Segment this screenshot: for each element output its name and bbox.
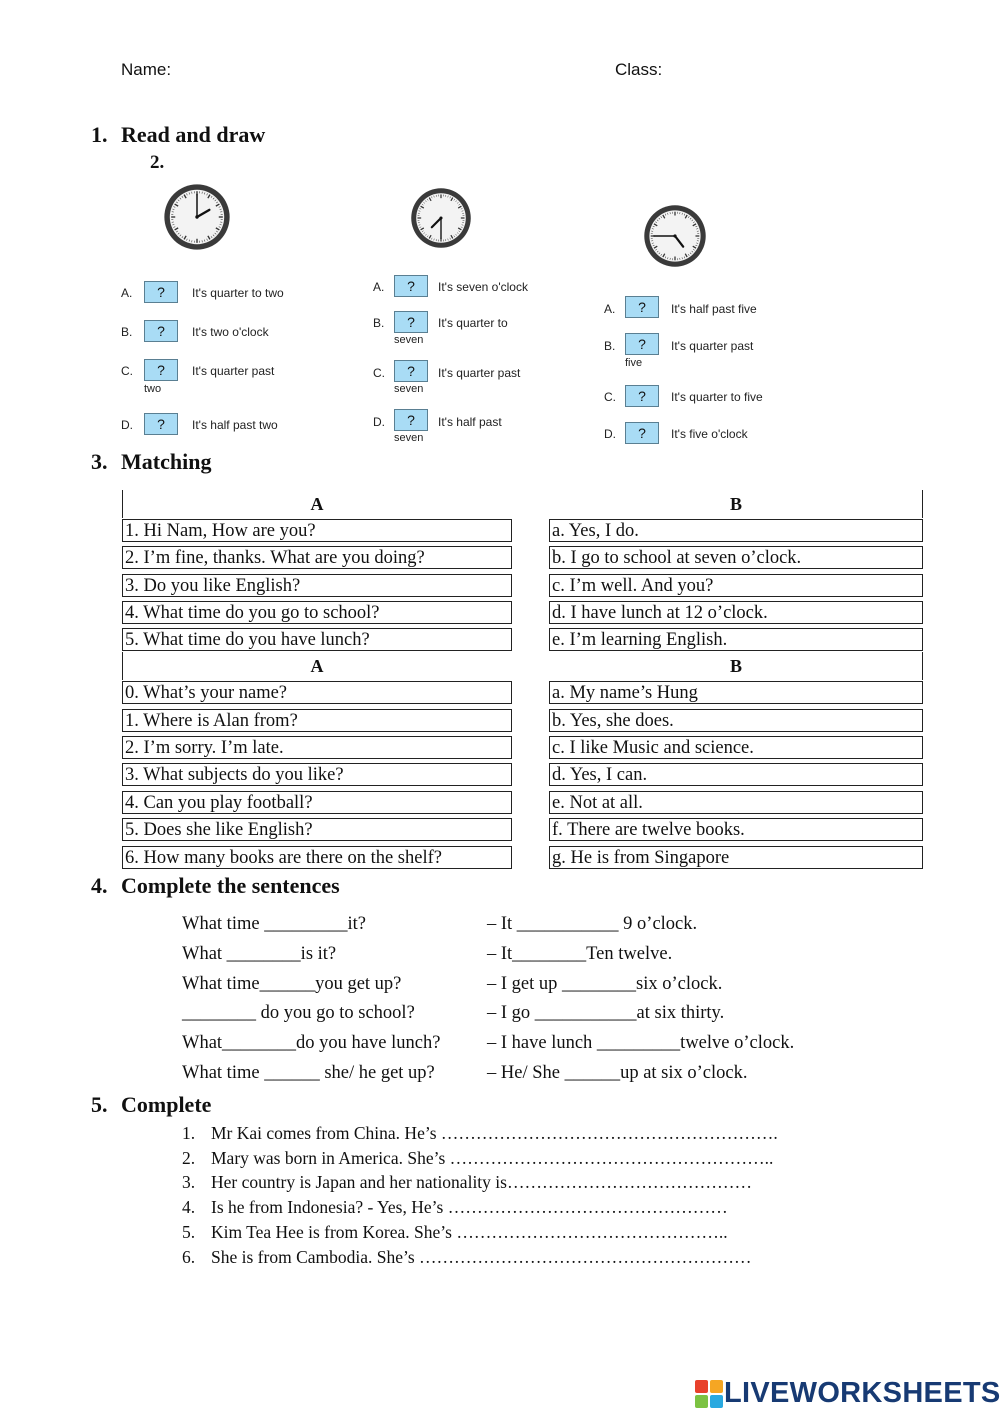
matching1-a-item[interactable]: 5. What time do you have lunch?: [122, 628, 512, 651]
clock-2-option-c-continuation: seven: [394, 383, 424, 395]
matching1-b-item[interactable]: d. I have lunch at 12 o’clock.: [549, 601, 923, 624]
clock-3-option-d-text: It's five o'clock: [671, 427, 748, 441]
matching2-a-item[interactable]: 4. Can you play football?: [122, 791, 512, 814]
section1-title: Read and draw: [121, 122, 266, 147]
complete-number: 1.: [182, 1123, 196, 1143]
clock-3-option-c-answer-box[interactable]: ?: [625, 385, 659, 407]
clock-2-option-c-answer-box[interactable]: ?: [394, 360, 428, 382]
clock-2-option-c-text: It's quarter past: [438, 366, 521, 380]
liveworksheets-logo-icon: [695, 1380, 723, 1408]
clock-3-option-a-letter: A.: [604, 302, 616, 316]
sentence-question: What time _________it?: [182, 914, 366, 934]
clock-3-option-b-answer-box[interactable]: ?: [625, 333, 659, 355]
clock-2-option-a-text: It's seven o'clock: [438, 280, 528, 294]
matching2-b-item[interactable]: a. My name’s Hung: [549, 681, 923, 704]
section3-number: 3.: [91, 449, 108, 474]
clock-1-option-b-letter: B.: [121, 325, 133, 339]
section4-number: 4.: [91, 873, 108, 898]
clock-2-option-d-text: It's half past: [438, 415, 502, 429]
matching2-a-item[interactable]: 6. How many books are there on the shelf?: [122, 846, 512, 869]
clock-2-option-b-letter: B.: [373, 316, 385, 330]
clock-2-option-a-answer-box[interactable]: ?: [394, 275, 428, 297]
clock-1-option-a-letter: A.: [121, 286, 133, 300]
clock-1-option-d-letter: D.: [121, 418, 133, 432]
sentence-answer: – I get up ________six o’clock.: [487, 974, 723, 994]
matching1-b-item[interactable]: e. I’m learning English.: [549, 628, 923, 651]
complete-number: 3.: [182, 1172, 196, 1192]
clock-1-option-c-letter: C.: [121, 364, 133, 378]
sentence-answer: – It________Ten twelve.: [487, 944, 673, 964]
clock-2-option-d-answer-box[interactable]: ?: [394, 409, 428, 431]
sentence-answer: – I go ___________at six thirty.: [487, 1003, 725, 1023]
clock-2: [410, 187, 472, 249]
matching1-a-item[interactable]: 4. What time do you go to school?: [122, 601, 512, 624]
clock-1-option-b-text: It's two o'clock: [192, 325, 269, 339]
complete-sentence: Her country is Japan and her nationality is……………………………………: [211, 1172, 752, 1192]
matching1-head-a: A: [310, 494, 324, 514]
clock-1-option-c-text: It's quarter past: [192, 364, 275, 378]
clock-1-option-c-answer-box[interactable]: ?: [144, 359, 178, 381]
matching2-head-b: B: [729, 656, 742, 676]
section1-subnumber: 2.: [150, 152, 165, 173]
clock-2-option-d-continuation: seven: [394, 432, 424, 444]
matching2-a-item[interactable]: 1. Where is Alan from?: [122, 709, 512, 732]
matching1-a-item[interactable]: 1. Hi Nam, How are you?: [122, 519, 512, 542]
sentence-question: ________ do you go to school?: [182, 1003, 415, 1023]
matching2-b-item[interactable]: b. Yes, she does.: [549, 709, 923, 732]
clock-2-option-b-continuation: seven: [394, 334, 424, 346]
matching2-b-item[interactable]: c. I like Music and science.: [549, 736, 923, 759]
section5-number: 5.: [91, 1092, 108, 1117]
clock-1-option-d-answer-box[interactable]: ?: [144, 413, 178, 435]
clock-3-option-d-letter: D.: [604, 427, 616, 441]
liveworksheets-logo-text: LIVEWORKSHEETS: [724, 1377, 1000, 1409]
sentence-question: What time ______ she/ he get up?: [182, 1063, 435, 1083]
matching1-b-item[interactable]: b. I go to school at seven o’clock.: [549, 546, 923, 569]
logo-square: [695, 1395, 708, 1408]
section3-title: Matching: [121, 449, 212, 474]
logo-square: [710, 1395, 723, 1408]
complete-number: 5.: [182, 1222, 196, 1242]
clock-1-option-c-continuation: two: [144, 383, 162, 395]
clock-2-option-b-answer-box[interactable]: ?: [394, 311, 428, 333]
matching2-b-item[interactable]: g. He is from Singapore: [549, 846, 923, 869]
clock-3-option-d-answer-box[interactable]: ?: [625, 422, 659, 444]
clock-1-option-d-text: It's half past two: [192, 418, 278, 432]
clock-3-option-b-continuation: five: [625, 357, 643, 369]
clock-1-option-a-text: It's quarter to two: [192, 286, 284, 300]
matching2-b-item[interactable]: f. There are twelve books.: [549, 818, 923, 841]
complete-number: 6.: [182, 1247, 196, 1267]
logo-square: [710, 1380, 723, 1393]
clock-2-option-d-letter: D.: [373, 415, 385, 429]
logo-square: [695, 1380, 708, 1393]
sentence-answer: – He/ She ______up at six o’clock.: [487, 1063, 748, 1083]
clock-1-option-a-answer-box[interactable]: ?: [144, 281, 178, 303]
matching1-a-item[interactable]: 2. I’m fine, thanks. What are you doing?: [122, 546, 512, 569]
complete-number: 2.: [182, 1148, 196, 1168]
clock-3-option-c-text: It's quarter to five: [671, 390, 763, 404]
section5-title: Complete: [121, 1092, 212, 1117]
complete-sentence: She is from Cambodia. She’s …………………………………………………: [211, 1247, 752, 1267]
matching1-b-item[interactable]: a. Yes, I do.: [549, 519, 923, 542]
clock-3-option-b-letter: B.: [604, 339, 616, 353]
sentence-answer: – It ___________ 9 o’clock.: [487, 914, 698, 934]
clock-3-option-a-answer-box[interactable]: ?: [625, 296, 659, 318]
complete-number: 4.: [182, 1197, 196, 1217]
complete-sentence: Mr Kai comes from China. He’s ………………………………………………….: [211, 1123, 778, 1143]
sentence-question: What ________is it?: [182, 944, 337, 964]
class-label: Class:: [615, 60, 663, 79]
matching2-a-item[interactable]: 3. What subjects do you like?: [122, 763, 512, 786]
clock-3-option-c-letter: C.: [604, 390, 616, 404]
sentence-question: What________do you have lunch?: [182, 1033, 441, 1053]
matching1-head-b: B: [729, 494, 742, 514]
clock-3: [643, 204, 707, 268]
matching2-b-item[interactable]: e. Not at all.: [549, 791, 923, 814]
matching2-a-item[interactable]: 0. What’s your name?: [122, 681, 512, 704]
complete-sentence: Kim Tea Hee is from Korea. She’s ………………………………………..: [211, 1222, 728, 1242]
matching2-a-item[interactable]: 2. I’m sorry. I’m late.: [122, 736, 512, 759]
clock-2-option-b-text: It's quarter to: [438, 316, 508, 330]
clock-3-option-a-text: It's half past five: [671, 302, 757, 316]
matching2-head-a: A: [310, 656, 324, 676]
sentence-question: What time______you get up?: [182, 974, 402, 994]
name-label: Name:: [121, 60, 172, 79]
matching2-a-item[interactable]: 5. Does she like English?: [122, 818, 512, 841]
complete-sentence: Mary was born in America. She’s ………………………………………………..: [211, 1148, 774, 1168]
matching2-b-item[interactable]: d. Yes, I can.: [549, 763, 923, 786]
section1-number: 1.: [91, 122, 108, 147]
section4-title: Complete the sentences: [121, 873, 340, 898]
clock-2-option-a-letter: A.: [373, 280, 385, 294]
clock-2-option-c-letter: C.: [373, 366, 385, 380]
matching1-b-item[interactable]: c. I’m well. And you?: [549, 574, 923, 597]
sentence-answer: – I have lunch _________twelve o’clock.: [487, 1033, 795, 1053]
clock-1: [163, 183, 231, 251]
clock-3-option-b-text: It's quarter past: [671, 339, 754, 353]
complete-sentence: Is he from Indonesia? - Yes, He’s …………………………………………: [211, 1197, 728, 1217]
clock-1-option-b-answer-box[interactable]: ?: [144, 320, 178, 342]
matching1-a-item[interactable]: 3. Do you like English?: [122, 574, 512, 597]
